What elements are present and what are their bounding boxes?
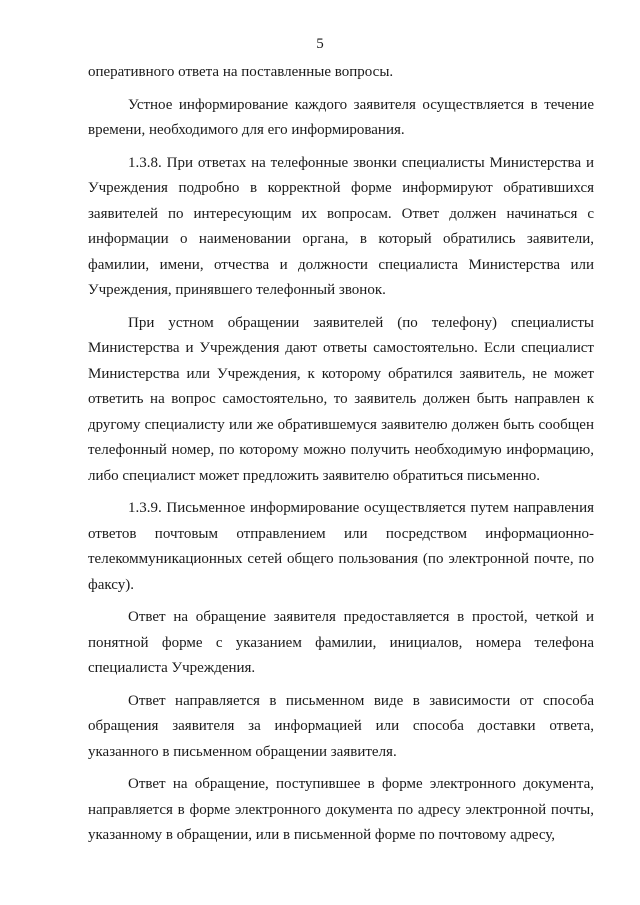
- paragraph-continuation: оперативного ответа на поставленные вопросы.: [88, 64, 394, 80]
- document-body: [88, 60, 594, 856]
- paragraph-answer-written: Ответ направляется в письменном виде в зависимости от способа обращения заявителя за информацией или способа доставки ответа, указанного в письменном обращении заявителя.: [88, 692, 594, 760]
- paragraph-oral-appeal: При устном обращении заявителей (по телефону) специалисты Министерства и Учреждения дают ответы самостоятельно. Если специалист Министерства или Учреждения, к которому обратился заявитель, не может ответить на вопрос самостоятельно, то заявитель должен быть направлен к другому специалисту или же обратившемуся заявителю должен быть сообщен телефонный номер, по которому можно получить необходимую информацию, либо специалист может предложить заявителю обратиться письменно.: [88, 314, 594, 484]
- paragraph-answer-form: Ответ на обращение заявителя предоставляется в простой, четкой и понятной форме с указанием фамилии, инициалов, номера телефона специалиста Учреждения.: [88, 609, 594, 676]
- paragraph-answer-electronic: Ответ на обращение, поступившее в форме электронного документа, направляется в форме электронного документа по адресу электронной почты, указанному в обращении, или в письменной форме по почтовому адресу,: [88, 776, 594, 843]
- paragraph-1-3-8: 1.3.8. При ответах на телефонные звонки специалисты Министерства и Учреждения подробно в корректной форме информируют обратившихся заявителей по интересующим их вопросам. Ответ должен начинаться с информации о наименовании органа, в который обратились заявители, фамилии, имени, отчества и должности специалиста Министерства или Учреждения, принявшего телефонный звонок.: [88, 154, 594, 298]
- paragraph-1-3-9: 1.3.9. Письменное информирование осуществляется путем направления ответов почтовым отправлением или посредством информационно-телекоммуникационных сетей общего пользования (по электронной почте, по факсу).: [88, 500, 594, 593]
- paragraph-oral-informing: Устное информирование каждого заявителя осуществляется в течение времени, необходимого для его информирования.: [88, 96, 594, 138]
- page-number: 5: [316, 36, 324, 52]
